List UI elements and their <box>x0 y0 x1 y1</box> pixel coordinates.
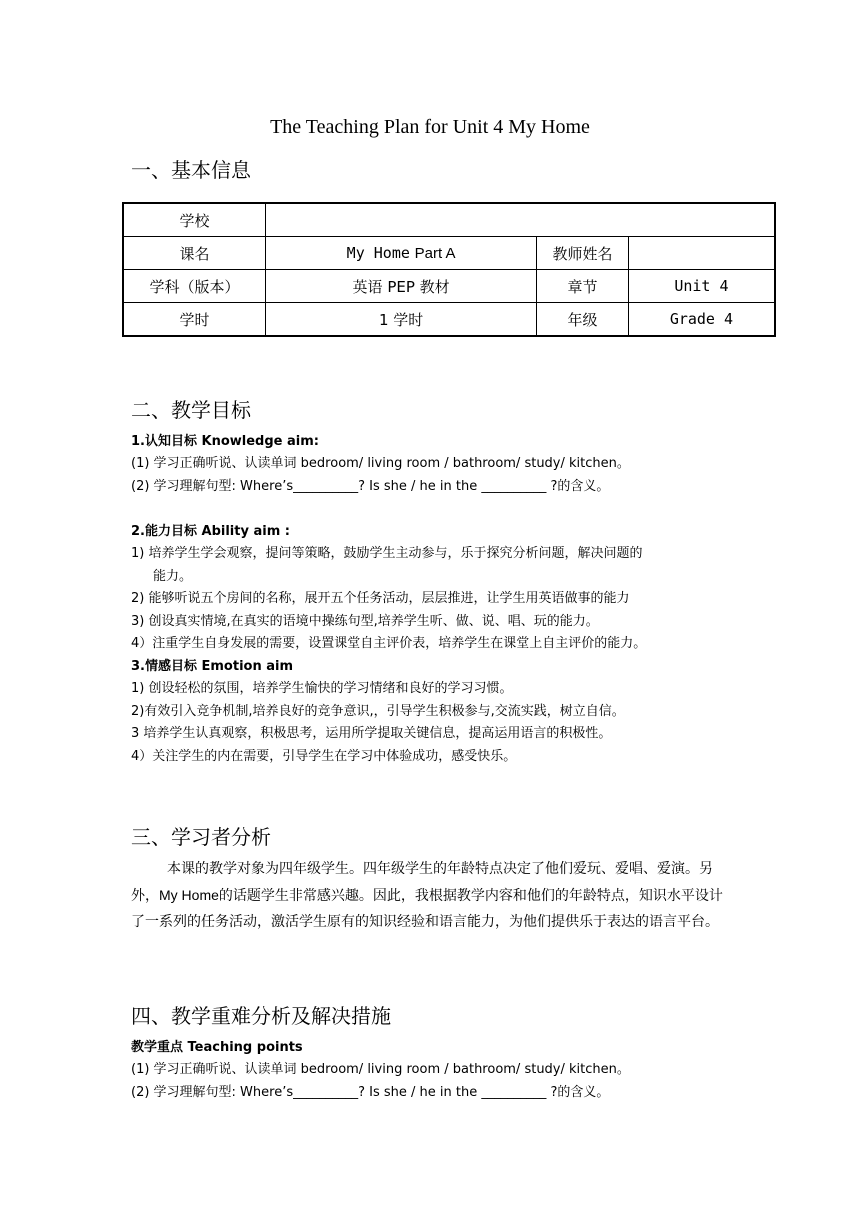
knowledge-item-2: (2) 学习理解句型: Where’s__________? Is she / he in the __________ ?的含义。 <box>131 479 610 494</box>
document-title: The Teaching Plan for Unit 4 My Home <box>270 116 590 138</box>
basic-info-table <box>122 202 776 337</box>
ability-item-2: 2) 能够听说五个房间的名称，展开五个任务活动，层层推进，让学生用英语做事的能力 <box>131 591 630 606</box>
emotion-item-2: 2)有效引入竞争机制,培养良好的竞争意识,，引导学生积极参与,交流实践，树立自信。 <box>131 704 625 719</box>
learner-paragraph-topic: My Home <box>159 887 219 903</box>
teaching-point-1: (1) 学习正确听说、认读单词 bedroom/ living room / bathroom/ study/ kitchen。 <box>131 1062 630 1077</box>
ability-item-3: 3) 创设真实情境,在真实的语境中操练句型,培养学生听、做、说、唱、玩的能力。 <box>131 614 599 629</box>
teacher-value <box>628 237 775 270</box>
teaching-points-title: 教学重点 Teaching points <box>131 1040 303 1055</box>
chapter-label: 章节 <box>537 270 629 303</box>
subject-value: 英语 PEP 教材 <box>266 270 537 303</box>
knowledge-aim-title: 1.认知目标 Knowledge aim: <box>131 434 319 449</box>
subject-label: 学科（版本） <box>123 270 266 303</box>
teacher-label: 教师姓名 <box>537 237 629 270</box>
course-value: My Home <box>346 244 410 262</box>
section-heading-teaching-goals: 二、教学目标 <box>131 398 251 422</box>
school-value <box>266 203 775 237</box>
ability-aim-title: 2.能力目标 Ability aim : <box>131 524 290 539</box>
learner-paragraph-text-1: 本课的教学对象为四年级学生。四年级学生的年龄特点决定了他们爱玩、爱唱、爱演。另外， <box>131 861 713 904</box>
emotion-item-1: 1) 创设轻松的氛围，培养学生愉快的学习情绪和良好的学习习惯。 <box>131 681 513 696</box>
section-heading-basic-info: 一、基本信息 <box>131 158 251 182</box>
learner-paragraph-text-2: 的话题学生非常感兴趣。因此，我根据教学内容和他们的年龄特点，知识水平设计了一系列的任务活动，激活学生原有的知识经验和语言能力，为他们提供乐于表达的语言平台。 <box>131 888 723 930</box>
grade-label: 年级 <box>537 303 629 337</box>
table-row <box>123 303 775 337</box>
hours-value: 1 学时 <box>266 303 537 337</box>
table-row <box>123 270 775 303</box>
course-value-suffix: Part A <box>414 245 456 262</box>
emotion-aim-title: 3.情感目标 Emotion aim <box>131 659 294 674</box>
learner-analysis-paragraph <box>131 856 731 935</box>
section-heading-learner-analysis: 三、学习者分析 <box>131 825 271 849</box>
table-row <box>123 203 775 237</box>
knowledge-item-1: (1) 学习正确听说、认读单词 bedroom/ living room / bathroom/ study/ kitchen。 <box>131 456 630 471</box>
table-row <box>123 237 775 270</box>
emotion-item-3: 3 培养学生认真观察，积极思考，运用所学提取关键信息，提高运用语言的积极性。 <box>131 726 612 741</box>
ability-item-1-cont: 能力。 <box>153 569 193 584</box>
school-label: 学校 <box>123 203 266 237</box>
teaching-point-2: (2) 学习理解句型: Where’s__________? Is she / he in the __________ ?的含义。 <box>131 1085 610 1100</box>
grade-value: Grade 4 <box>628 303 775 337</box>
course-label: 课名 <box>123 237 266 270</box>
ability-item-1: 1) 培养学生学会观察，提问等策略，鼓励学生主动参与，乐于探究分析问题，解决问题的 <box>131 546 643 561</box>
emotion-item-4: 4）关注学生的内在需要，引导学生在学习中体验成功，感受快乐。 <box>131 749 517 764</box>
ability-item-4: 4）注重学生自身发展的需要，设置课堂自主评价表，培养学生在课堂上自主评价的能力。 <box>131 636 647 651</box>
chapter-value: Unit 4 <box>628 270 775 303</box>
hours-label: 学时 <box>123 303 266 337</box>
course-value-cell <box>266 237 537 270</box>
section-heading-key-points: 四、教学重难分析及解决措施 <box>131 1004 391 1028</box>
